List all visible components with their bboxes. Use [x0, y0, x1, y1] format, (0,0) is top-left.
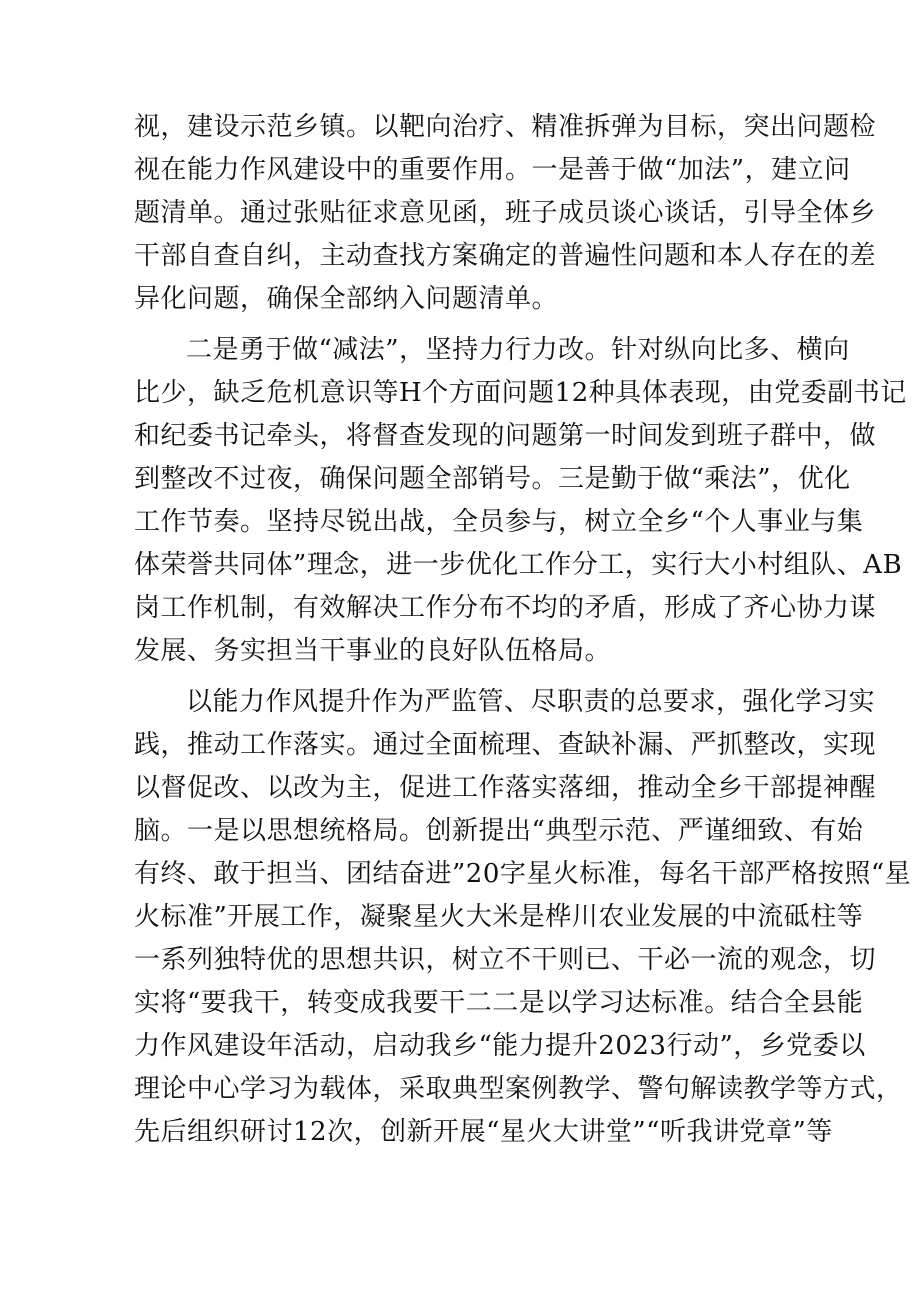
paragraph-2-line-4: 到整改不过夜，确保问题全部销号。三是勤于做“乘法”，优化	[134, 464, 851, 494]
paragraph-2-line-1: 二是勇于做“减法”，坚持力行力改。针对纵向比多、横向	[186, 335, 850, 365]
paragraph-3-line-8: 实将“要我干，转变成我要干二二是以学习达标准。结合全县能	[134, 988, 864, 1018]
paragraph-3-line-6: 火标准”开展工作，凝聚星火大米是桦川农业发展的中流砥柱等	[134, 902, 864, 932]
paragraph-2-line-8: 发展、务实担当干事业的良好队伍格局。	[134, 636, 612, 666]
paragraph-3-line-1: 以能力作风提升作为严监管、尽职责的总要求，强化学习实	[186, 687, 876, 717]
paragraph-1-line-1: 视，建设示范乡镇。以靶向治疗、精准拆弹为目标，突出问题检	[134, 112, 877, 142]
paragraph-2-line-2: 比少，缺乏危机意识等H个方面问题12种具体表现，由党委副书记	[134, 378, 907, 408]
paragraph-3-line-9: 力作风建设年活动，启动我乡“能力提升2023行动”，乡党委以	[134, 1031, 866, 1061]
paragraph-3-line-7: 一系列独特优的思想共识，树立不干则已、干必一流的观念，切	[134, 945, 877, 975]
paragraph-2-line-6: 体荣誉共同体”理念，进一步优化工作分工，实行大小村组队、AB	[134, 550, 903, 580]
paragraph-1-line-2: 视在能力作风建设中的重要作用。一是善于做“加法”，建立问	[134, 155, 851, 185]
paragraph-1-line-3: 题清单。通过张贴征求意见函，班子成员谈心谈话，引导全体乡	[134, 198, 877, 228]
paragraph-3-line-3: 以督促改、以改为主，促进工作落实落细，推动全乡干部提神醒	[134, 773, 877, 803]
paragraph-3-line-2: 践，推动工作落实。通过全面梳理、查缺补漏、严抓整改，实现	[134, 730, 877, 760]
paragraph-1-line-4: 干部自查自纠，主动查找方案确定的普遍性问题和本人存在的差	[134, 241, 877, 271]
paragraph-2-line-5: 工作节奏。坚持尽锐出战，全员参与，树立全乡“个人事业与集	[134, 507, 864, 537]
paragraph-2-line-7: 岗工作机制，有效解决工作分布不均的矛盾，形成了齐心协力谋	[134, 593, 877, 623]
paragraph-3-line-11: 先后组织研讨12次，创新开展“星火大讲堂”“听我讲党章”等	[134, 1117, 833, 1147]
paragraph-1-line-5: 异化问题，确保全部纳入问题清单。	[134, 284, 559, 314]
paragraph-3-line-10: 理论中心学习为载体，采取典型案例教学、警句解读教学等方式，	[134, 1074, 903, 1104]
paragraph-2-line-3: 和纪委书记牵头，将督查发现的问题第一时间发到班子群中，做	[134, 421, 877, 451]
paragraph-3-line-5: 有终、敢于担当、团结奋进”20字星火标准，每名干部严格按照“星	[134, 859, 912, 889]
paragraph-3-line-4: 脑。一是以思想统格局。创新提出“典型示范、严谨细致、有始	[134, 816, 864, 846]
